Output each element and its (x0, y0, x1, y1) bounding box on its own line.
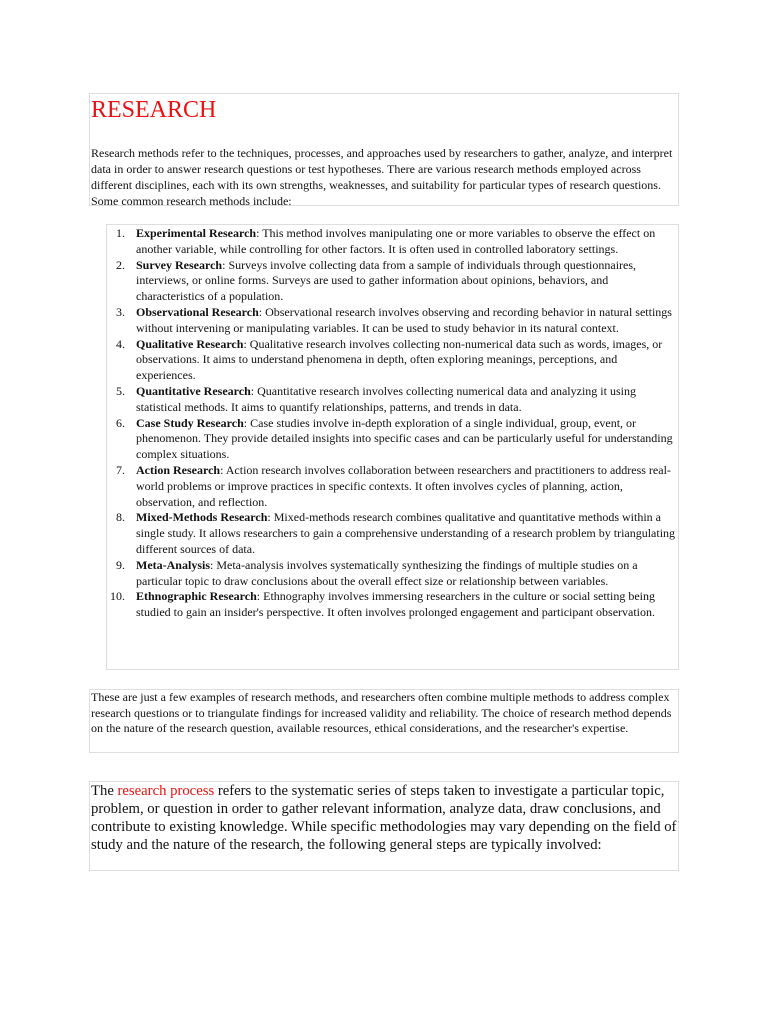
list-item (107, 305, 678, 337)
method-term: Experimental Research (136, 226, 257, 240)
method-term: Mixed-Methods Research (136, 510, 268, 525)
list-item-number: 4. (116, 336, 125, 351)
list-item-number: 1. (116, 226, 125, 240)
method-term: Qualitative Research (136, 336, 244, 351)
methods-list-section (106, 224, 679, 670)
list-item-number: 8. (116, 510, 125, 525)
list-item-number: 6. (116, 415, 125, 430)
method-description: : Mixed-methods research combines qualitative and quantitative methods within a single study. It allows researchers to gain a comprehensive understanding of a research problem by triangulating different sources of data. (136, 510, 676, 556)
method-term: Case Study Research (136, 415, 244, 430)
method-term: Action Research (136, 462, 221, 477)
list-item (107, 416, 678, 463)
list-item (107, 463, 678, 510)
intro-section (89, 93, 679, 206)
list-item (107, 337, 678, 384)
list-item-number: 2. (116, 257, 125, 272)
list-item-number: 3. (116, 304, 125, 319)
method-description: : Observational research involves observing and recording behavior in natural settings without intervening or manipulating variables. It can be used to study behavior in its natural context. (136, 304, 672, 335)
process-rest: refers to the systematic series of steps taken to investigate a particular topic, problem, or question in order to gather relevant information, analyze data, draw conclusions, and contribute to existing knowledge. While specific methodologies may vary depending on the field of study and the nature of the research, the following general steps are typically involved: (91, 783, 677, 853)
page-title: RESEARCH (91, 97, 217, 123)
method-term: Survey Research (136, 257, 223, 272)
process-section (89, 781, 679, 871)
method-description: : This method involves manipulating one or more variables to observe the effect on another variable, while controlling for other factors. It is often used in controlled laboratory settings. (136, 226, 656, 256)
list-item (107, 258, 678, 305)
list-item-number: 5. (116, 383, 125, 398)
list-item-number: 7. (116, 462, 125, 477)
process-lead: The (91, 783, 118, 799)
method-description: : Surveys involve collecting data from a sample of individuals through questionnaires, interviews, or online forms. Surveys are used to gather information about opinions, behaviors, and characteristics of a population. (136, 257, 637, 304)
list-item (107, 226, 678, 258)
methods-list (107, 225, 678, 621)
method-term: Observational Research (136, 304, 259, 319)
method-term: Ethnographic Research (136, 589, 257, 604)
list-item (107, 510, 678, 557)
method-description: : Qualitative research involves collecting non-numerical data such as words, images, or observations. It aims to understand phenomena in depth, often exploring meanings, perceptions, and experiences. (136, 336, 663, 383)
list-item-number: 10. (110, 589, 125, 604)
list-item (107, 558, 678, 590)
method-description: : Meta-analysis involves systematically synthesizing the findings of multiple studies on a particular topic to draw conclusions about the overall effect size or relationship between variables. (136, 557, 638, 588)
method-term: Quantitative Research (136, 383, 251, 398)
list-item (107, 384, 678, 416)
method-term: Meta-Analysis (136, 557, 210, 572)
method-description: : Action research involves collaboration between researchers and practitioners to address real-world problems or improve practices in specific contexts. It often involves cycles of planning, action, observation, and reflection. (136, 462, 671, 509)
method-description: : Quantitative research involves collecting numerical data and analyzing it using statistical methods. It aims to quantify relationships, patterns, and trends in data. (136, 383, 636, 414)
list-item-number: 9. (116, 557, 125, 572)
intro-paragraph: Research methods refer to the techniques, processes, and approaches used by researchers to gather, analyze, and interpret data in order to answer research questions or test hypotheses. There are various research methods employed across different disciplines, each with its own strengths, weaknesses, and suitability for particular types of research questions. Some common research methods include: (91, 146, 673, 208)
method-description: : Ethnography involves immersing researchers in the culture or social setting being studied to gain an insider's perspective. It often involves prolonged engagement and participant observation. (136, 589, 656, 620)
list-item (107, 589, 678, 621)
process-highlight: research process (117, 783, 215, 799)
process-paragraph (91, 782, 677, 854)
summary-section (89, 689, 679, 753)
summary-paragraph: These are just a few examples of research methods, and researchers often combine multiple methods to address complex research questions or to triangulate findings for increased validity and reliability. The choice of research method depends on the nature of the research question, available resources, ethical considerations, and the researcher's expertise. (91, 690, 672, 735)
method-description: : Case studies involve in-depth exploration of a single individual, group, event, or phenomenon. They provide detailed insights into specific cases and can be particularly useful for understanding complex situations. (136, 415, 673, 462)
